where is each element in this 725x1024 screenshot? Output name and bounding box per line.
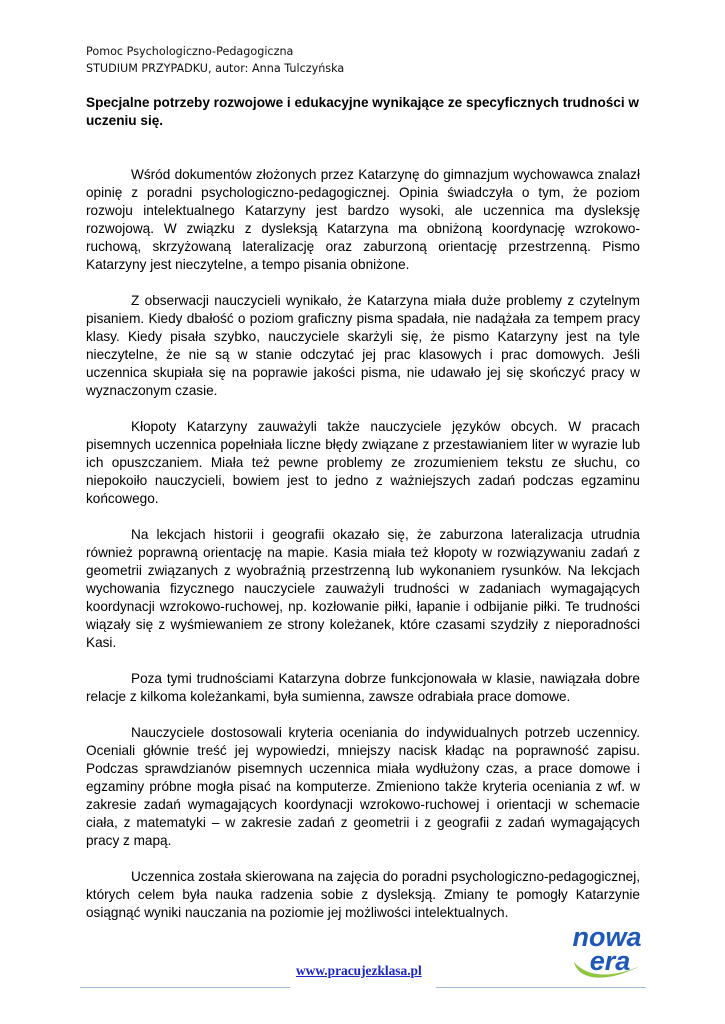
document-title: Specjalne potrzeby rozwojowe i edukacyjne wynikające ze specyficznych trudności w uczeniu się. <box>86 95 639 128</box>
logo-word-nowa: nowa <box>572 922 642 952</box>
logo-word-era: era <box>589 946 631 976</box>
header-line-1: Pomoc Psychologiczno-Pedagogiczna <box>86 45 294 58</box>
document-body <box>86 166 640 940</box>
footer-website-link[interactable]: www.pracujezklasa.pl <box>296 963 422 978</box>
document-header <box>86 43 344 77</box>
paragraph-1: Wśród dokumentów złożonych przez Katarzynę do gimnazjum wychowawca znalazł opinię z poradni psychologiczno-pedagogicznej. Opinia świadczyła o tym, że poziom rozwoju intelektualnego Katarzyny jest bardzo wysoki, ale uczennica ma dysleksję rozwojową. W związku z dysleksją Katarzyna ma obniżoną koordynację wzrokowo-ruchową, skrzyżowaną lateralizację oraz zaburzoną orientację przestrzenną. Pismo Katarzyny jest nieczytelne, a tempo pisania obniżone. <box>86 167 640 272</box>
footer-divider-left <box>80 987 290 988</box>
paragraph-3: Kłopoty Katarzyny zauważyli także nauczyciele języków obcych. W pracach pisemnych uczennica popełniała liczne błędy związane z przestawianiem liter w wyrazie lub ich opuszczaniem. Miała też pewne problemy ze zrozumieniem tekstu ze słuchu, co niepokoiło nauczycieli, bowiem jest to jedno z ważniejszych zadań podczas egzaminu końcowego. <box>86 419 640 506</box>
header-line-2: STUDIUM PRZYPADKU, autor: Anna Tulczyńska <box>86 62 345 75</box>
paragraph-7: Uczennica została skierowana na zajęcia do poradni psychologiczno-pedagogicznej, których celem była nauka radzenia sobie z dysleksją. Zmiany te pomogły Katarzynie osiągnąć wyniki nauczania na poziomie jej możliwości intelektualnych. <box>86 869 640 920</box>
nowa-era-logo-icon <box>566 920 648 986</box>
paragraph-6: Nauczyciele dostosowali kryteria oceniania do indywidualnych potrzeb uczennicy. Oceniali głównie treść jej wypowiedzi, mniejszy nacisk kładąc na poprawność zapisu. Podczas sprawdzianów pisemnych uczennica miała wydłużony czas, a prace domowe i egzaminy próbne mogła pisać na komputerze. Zmieniono także kryteria oceniania z wf. w zakresie zadań wymagających koordynacji wzrokowo-ruchowej i orientacji w schemacie ciała, z matematyki – w zakresie zadań z geometrii i z geografii z zadań wymagających pracy z mapą. <box>86 725 640 848</box>
paragraph-5: Poza tymi trudnościami Katarzyna dobrze funkcjonowała w klasie, nawiązała dobre relacje z kilkoma koleżankami, była sumienna, zawsze odrabiała prace domowe. <box>86 671 640 704</box>
paragraph-4: Na lekcjach historii i geografii okazało się, że zaburzona lateralizacja utrudnia również poprawną orientację na mapie. Kasia miała też kłopoty w rozwiązywaniu zadań z geometrii związanych z wyobraźnią przestrzenną lub wykonaniem rysunków. Na lekcjach wychowania fizycznego nauczyciele zauważyli trudności w zadaniach wymagających koordynacji wzrokowo-ruchowej, np. kozłowanie piłki, łapanie i odbijanie piłki. Te trudności wiązały się z wyśmiewaniem ze strony koleżanek, które czasami szydziły z nieporadności Kasi. <box>86 527 640 650</box>
footer-divider-right <box>436 987 646 988</box>
paragraph-2: Z obserwacji nauczycieli wynikało, że Katarzyna miała duże problemy z czytelnym pisaniem. Kiedy dbałość o poziom graficzny pisma spadała, nie nadążała za tempem pracy klasy. Kiedy pisała szybko, nauczyciele skarżyli się, że pismo Katarzyny jest na tyle nieczytelne, że nie są w stanie odczytać jej prac klasowych i prac domowych. Jeśli uczennica skupiała się na poprawie jakości pisma, nie udawało jej się skończyć pracy w wyznaczonym czasie. <box>86 293 640 398</box>
